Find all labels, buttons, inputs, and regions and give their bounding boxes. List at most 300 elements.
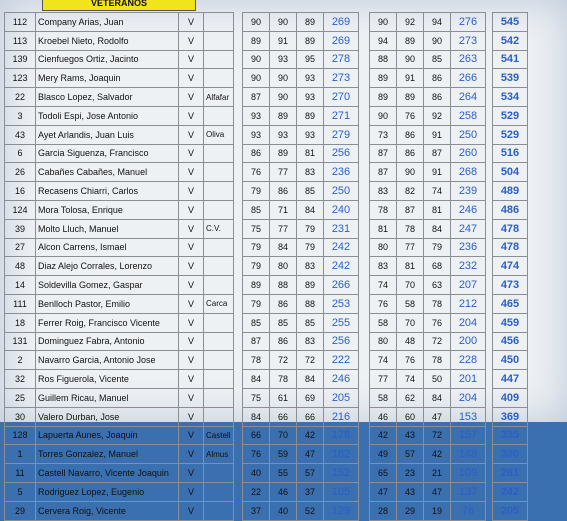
column-gap xyxy=(359,276,370,295)
column-spacer xyxy=(234,238,243,257)
round1-score: 90 xyxy=(243,13,270,32)
round1-total: 250 xyxy=(324,182,359,201)
shooter-name: Guillem Ricau, Manuel xyxy=(36,388,179,407)
club-cell: Alfafar xyxy=(204,88,234,107)
grand-total: 261 xyxy=(493,464,528,483)
column-gap xyxy=(359,426,370,445)
grand-total: 534 xyxy=(493,88,528,107)
round1-total: 240 xyxy=(324,200,359,219)
table-row xyxy=(5,238,528,257)
grand-total: 330 xyxy=(493,445,528,464)
round1-score: 86 xyxy=(270,294,297,313)
round1-score: 84 xyxy=(297,200,324,219)
round2-score: 73 xyxy=(370,125,397,144)
round1-total: 152 xyxy=(324,464,359,483)
round2-score: 91 xyxy=(424,125,451,144)
shooter-name: Ros Figuerola, Vicente xyxy=(36,370,179,389)
table-row xyxy=(5,464,528,483)
round1-score: 90 xyxy=(243,69,270,88)
shooter-name: Company Arias, Juan xyxy=(36,13,179,32)
round2-score: 92 xyxy=(424,106,451,125)
round2-score: 80 xyxy=(370,238,397,257)
round2-score: 58 xyxy=(370,313,397,332)
round2-total: 109 xyxy=(451,464,486,483)
round1-score: 91 xyxy=(270,31,297,50)
category-header: VETERANOS xyxy=(42,0,196,11)
column-gap xyxy=(486,332,493,351)
round1-score: 72 xyxy=(270,351,297,370)
round2-total: 250 xyxy=(451,125,486,144)
round2-score: 90 xyxy=(397,163,424,182)
round2-total: 273 xyxy=(451,31,486,50)
round2-score: 81 xyxy=(397,257,424,276)
round2-score: 46 xyxy=(370,407,397,426)
round2-score: 86 xyxy=(397,125,424,144)
table-row xyxy=(5,50,528,69)
round1-score: 55 xyxy=(270,464,297,483)
round2-score: 47 xyxy=(370,482,397,501)
column-gap xyxy=(486,370,493,389)
grand-total: 478 xyxy=(493,219,528,238)
dorsal-number: 29 xyxy=(5,501,36,520)
column-spacer xyxy=(234,332,243,351)
round1-score: 90 xyxy=(270,13,297,32)
round2-total: 207 xyxy=(451,276,486,295)
round2-score: 79 xyxy=(424,238,451,257)
round1-total: 269 xyxy=(324,13,359,32)
column-gap xyxy=(486,50,493,69)
table-row xyxy=(5,219,528,238)
column-spacer xyxy=(234,482,243,501)
column-gap xyxy=(486,88,493,107)
club-cell xyxy=(204,238,234,257)
dorsal-number: 26 xyxy=(5,163,36,182)
category-cell: V xyxy=(179,407,204,426)
shooter-name: Cervera Roig, Vicente xyxy=(36,501,179,520)
round1-score: 86 xyxy=(270,332,297,351)
grand-total: 459 xyxy=(493,313,528,332)
table-row xyxy=(5,332,528,351)
round2-score: 42 xyxy=(424,445,451,464)
round1-total: 242 xyxy=(324,257,359,276)
round2-total: 260 xyxy=(451,144,486,163)
shooter-name: Kroebel Nieto, Rodolfo xyxy=(36,31,179,50)
round1-total: 255 xyxy=(324,313,359,332)
shooter-name: Lapuerta Aunes, Joaquin xyxy=(36,426,179,445)
round2-score: 42 xyxy=(370,426,397,445)
round2-score: 19 xyxy=(424,501,451,520)
dorsal-number: 14 xyxy=(5,276,36,295)
round1-total: 279 xyxy=(324,125,359,144)
column-gap xyxy=(486,501,493,520)
table-row xyxy=(5,407,528,426)
column-gap xyxy=(359,144,370,163)
table-row xyxy=(5,351,528,370)
round2-score: 76 xyxy=(424,313,451,332)
dorsal-number: 5 xyxy=(5,482,36,501)
club-cell xyxy=(204,482,234,501)
round1-score: 77 xyxy=(270,163,297,182)
round2-score: 43 xyxy=(397,482,424,501)
round1-score: 75 xyxy=(243,388,270,407)
club-cell xyxy=(204,313,234,332)
grand-total: 242 xyxy=(493,482,528,501)
round1-score: 89 xyxy=(297,106,324,125)
round2-score: 58 xyxy=(397,294,424,313)
round2-score: 86 xyxy=(424,69,451,88)
column-gap xyxy=(486,464,493,483)
column-gap xyxy=(359,125,370,144)
round1-total: 278 xyxy=(324,50,359,69)
round1-score: 87 xyxy=(243,88,270,107)
round2-total: 247 xyxy=(451,219,486,238)
column-gap xyxy=(486,388,493,407)
category-cell: V xyxy=(179,501,204,520)
round2-score: 65 xyxy=(370,464,397,483)
column-gap xyxy=(486,200,493,219)
club-cell xyxy=(204,50,234,69)
round1-score: 85 xyxy=(243,313,270,332)
round2-score: 57 xyxy=(397,445,424,464)
column-spacer xyxy=(234,182,243,201)
round2-score: 84 xyxy=(424,388,451,407)
table-row xyxy=(5,388,528,407)
round2-total: 276 xyxy=(451,13,486,32)
column-spacer xyxy=(234,163,243,182)
dorsal-number: 30 xyxy=(5,407,36,426)
column-gap xyxy=(359,182,370,201)
round1-score: 95 xyxy=(297,50,324,69)
shooter-name: Cienfuegos Ortiz, Jacinto xyxy=(36,50,179,69)
round1-score: 69 xyxy=(297,388,324,407)
dorsal-number: 18 xyxy=(5,313,36,332)
round1-total: 129 xyxy=(324,501,359,520)
round1-score: 93 xyxy=(297,88,324,107)
round2-total: 239 xyxy=(451,182,486,201)
round2-total: 232 xyxy=(451,257,486,276)
round1-total: 256 xyxy=(324,144,359,163)
round2-score: 78 xyxy=(397,219,424,238)
round2-total: 264 xyxy=(451,88,486,107)
table-row xyxy=(5,163,528,182)
round2-score: 76 xyxy=(397,351,424,370)
round2-score: 86 xyxy=(397,144,424,163)
column-spacer xyxy=(234,219,243,238)
round1-score: 75 xyxy=(243,219,270,238)
club-cell xyxy=(204,388,234,407)
category-cell: V xyxy=(179,144,204,163)
round1-score: 81 xyxy=(297,144,324,163)
column-spacer xyxy=(234,31,243,50)
round1-score: 89 xyxy=(297,13,324,32)
round2-total: 246 xyxy=(451,200,486,219)
round1-score: 40 xyxy=(243,464,270,483)
round1-score: 93 xyxy=(297,69,324,88)
grand-total: 456 xyxy=(493,332,528,351)
column-spacer xyxy=(234,144,243,163)
column-gap xyxy=(486,294,493,313)
round2-score: 87 xyxy=(370,144,397,163)
grand-total: 489 xyxy=(493,182,528,201)
round1-score: 93 xyxy=(243,125,270,144)
column-gap xyxy=(486,106,493,125)
column-spacer xyxy=(234,426,243,445)
round1-score: 90 xyxy=(270,88,297,107)
column-spacer xyxy=(234,388,243,407)
round1-score: 85 xyxy=(297,182,324,201)
round2-score: 47 xyxy=(424,482,451,501)
club-cell xyxy=(204,144,234,163)
table-row xyxy=(5,370,528,389)
table-row xyxy=(5,313,528,332)
round1-score: 79 xyxy=(297,219,324,238)
club-cell xyxy=(204,407,234,426)
round1-score: 89 xyxy=(243,276,270,295)
grand-total: 474 xyxy=(493,257,528,276)
column-gap xyxy=(359,313,370,332)
round2-score: 77 xyxy=(397,238,424,257)
round1-score: 76 xyxy=(243,163,270,182)
round2-total: 204 xyxy=(451,388,486,407)
table-row xyxy=(5,501,528,520)
round2-score: 87 xyxy=(424,144,451,163)
round1-score: 66 xyxy=(297,407,324,426)
column-spacer xyxy=(234,313,243,332)
dorsal-number: 25 xyxy=(5,388,36,407)
round1-score: 59 xyxy=(270,445,297,464)
column-spacer xyxy=(234,106,243,125)
round1-total: 273 xyxy=(324,69,359,88)
category-cell: V xyxy=(179,163,204,182)
round1-total: 231 xyxy=(324,219,359,238)
round2-score: 89 xyxy=(397,31,424,50)
column-gap xyxy=(486,482,493,501)
category-cell: V xyxy=(179,69,204,88)
grand-total: 450 xyxy=(493,351,528,370)
dorsal-number: 123 xyxy=(5,69,36,88)
round2-score: 72 xyxy=(424,332,451,351)
round1-total: 178 xyxy=(324,426,359,445)
shooter-name: Ferrer Roig, Francisco Vicente xyxy=(36,313,179,332)
round1-score: 85 xyxy=(270,313,297,332)
dorsal-number: 39 xyxy=(5,219,36,238)
category-cell: V xyxy=(179,332,204,351)
round1-score: 86 xyxy=(270,182,297,201)
round1-score: 79 xyxy=(243,182,270,201)
club-cell xyxy=(204,182,234,201)
round1-score: 71 xyxy=(270,200,297,219)
round2-score: 74 xyxy=(424,182,451,201)
table-row xyxy=(5,31,528,50)
grand-total: 473 xyxy=(493,276,528,295)
grand-total: 516 xyxy=(493,144,528,163)
round1-total: 256 xyxy=(324,332,359,351)
column-gap xyxy=(359,257,370,276)
round2-total: 153 xyxy=(451,407,486,426)
dorsal-number: 43 xyxy=(5,125,36,144)
round1-score: 61 xyxy=(270,388,297,407)
category-cell: V xyxy=(179,31,204,50)
round2-score: 90 xyxy=(370,13,397,32)
round2-total: 263 xyxy=(451,50,486,69)
category-cell: V xyxy=(179,219,204,238)
category-cell: V xyxy=(179,388,204,407)
round1-total: 182 xyxy=(324,445,359,464)
shooter-name: Cabañes Cabañes, Manuel xyxy=(36,163,179,182)
round1-score: 78 xyxy=(270,370,297,389)
grand-total: 478 xyxy=(493,238,528,257)
grand-total: 545 xyxy=(493,13,528,32)
category-cell: V xyxy=(179,13,204,32)
category-cell: V xyxy=(179,276,204,295)
round2-total: 137 xyxy=(451,482,486,501)
round1-score: 79 xyxy=(243,257,270,276)
round2-score: 81 xyxy=(370,219,397,238)
grand-total: 409 xyxy=(493,388,528,407)
column-gap xyxy=(486,445,493,464)
category-cell: V xyxy=(179,238,204,257)
table-row xyxy=(5,482,528,501)
round2-score: 91 xyxy=(397,69,424,88)
round2-score: 90 xyxy=(370,106,397,125)
round1-score: 85 xyxy=(297,313,324,332)
table-row xyxy=(5,276,528,295)
dorsal-number: 112 xyxy=(5,13,36,32)
grand-total: 542 xyxy=(493,31,528,50)
shooter-name: Blasco Lopez, Salvador xyxy=(36,88,179,107)
round2-score: 89 xyxy=(370,88,397,107)
club-cell xyxy=(204,163,234,182)
round1-score: 93 xyxy=(243,106,270,125)
table-row xyxy=(5,88,528,107)
dorsal-number: 113 xyxy=(5,31,36,50)
column-gap xyxy=(359,464,370,483)
column-spacer xyxy=(234,13,243,32)
column-gap xyxy=(486,69,493,88)
round1-total: 205 xyxy=(324,388,359,407)
round1-score: 86 xyxy=(243,144,270,163)
column-gap xyxy=(359,219,370,238)
round1-score: 84 xyxy=(243,407,270,426)
round2-score: 82 xyxy=(397,182,424,201)
round2-score: 62 xyxy=(397,388,424,407)
round1-score: 89 xyxy=(297,276,324,295)
round1-score: 89 xyxy=(270,144,297,163)
round1-score: 90 xyxy=(270,69,297,88)
club-cell xyxy=(204,69,234,88)
column-gap xyxy=(486,313,493,332)
round1-score: 84 xyxy=(270,238,297,257)
club-cell xyxy=(204,200,234,219)
shooter-name: Benlloch Pastor, Emilio xyxy=(36,294,179,313)
round2-total: 200 xyxy=(451,332,486,351)
column-spacer xyxy=(234,257,243,276)
round2-total: 201 xyxy=(451,370,486,389)
round2-total: 236 xyxy=(451,238,486,257)
round2-score: 89 xyxy=(370,69,397,88)
category-cell: V xyxy=(179,182,204,201)
grand-total: 205 xyxy=(493,501,528,520)
grand-total: 447 xyxy=(493,370,528,389)
club-cell: Carca xyxy=(204,294,234,313)
round1-score: 76 xyxy=(243,445,270,464)
round1-score: 79 xyxy=(243,238,270,257)
club-cell xyxy=(204,351,234,370)
round1-score: 84 xyxy=(243,370,270,389)
category-cell: V xyxy=(179,200,204,219)
shooter-name: Navarro Garcia, Antonio Jose xyxy=(36,351,179,370)
grand-total: 335 xyxy=(493,426,528,445)
column-gap xyxy=(359,238,370,257)
dorsal-number: 16 xyxy=(5,182,36,201)
club-cell: Almus xyxy=(204,445,234,464)
column-gap xyxy=(486,407,493,426)
shooter-name: Diaz Alejo Corrales, Lorenzo xyxy=(36,257,179,276)
round2-total: 266 xyxy=(451,69,486,88)
round2-score: 74 xyxy=(370,276,397,295)
round1-score: 88 xyxy=(270,276,297,295)
round1-total: 270 xyxy=(324,88,359,107)
column-gap xyxy=(486,351,493,370)
column-gap xyxy=(359,69,370,88)
round1-score: 89 xyxy=(297,31,324,50)
category-cell: V xyxy=(179,370,204,389)
round1-score: 66 xyxy=(243,426,270,445)
round1-score: 79 xyxy=(297,238,324,257)
round1-total: 236 xyxy=(324,163,359,182)
grand-total: 465 xyxy=(493,294,528,313)
grand-total: 486 xyxy=(493,200,528,219)
round2-score: 85 xyxy=(424,50,451,69)
table-row xyxy=(5,182,528,201)
table-row xyxy=(5,426,528,445)
category-cell: V xyxy=(179,426,204,445)
round1-score: 83 xyxy=(297,163,324,182)
category-cell: V xyxy=(179,445,204,464)
round1-total: 242 xyxy=(324,238,359,257)
table-row xyxy=(5,445,528,464)
dorsal-number: 3 xyxy=(5,106,36,125)
round2-score: 91 xyxy=(424,163,451,182)
dorsal-number: 11 xyxy=(5,464,36,483)
club-cell xyxy=(204,332,234,351)
table-row xyxy=(5,13,528,32)
shooter-name: Mora Tolosa, Enrique xyxy=(36,200,179,219)
round2-score: 68 xyxy=(424,257,451,276)
table-row xyxy=(5,294,528,313)
shooter-name: Dominguez Fabra, Antonio xyxy=(36,332,179,351)
shooter-name: Ayet Arlandis, Juan Luis xyxy=(36,125,179,144)
round2-score: 58 xyxy=(370,388,397,407)
round2-score: 87 xyxy=(397,200,424,219)
round2-score: 63 xyxy=(424,276,451,295)
grand-total: 539 xyxy=(493,69,528,88)
round1-score: 83 xyxy=(297,257,324,276)
round1-score: 72 xyxy=(297,351,324,370)
dorsal-number: 124 xyxy=(5,200,36,219)
table-row xyxy=(5,125,528,144)
shooter-name: Mery Rams, Joaquin xyxy=(36,69,179,88)
round2-total: 157 xyxy=(451,426,486,445)
round2-score: 23 xyxy=(397,464,424,483)
column-gap xyxy=(486,238,493,257)
results-table xyxy=(4,12,528,521)
category-cell: V xyxy=(179,125,204,144)
column-gap xyxy=(359,332,370,351)
round2-score: 70 xyxy=(397,276,424,295)
column-gap xyxy=(359,388,370,407)
round2-score: 83 xyxy=(370,182,397,201)
